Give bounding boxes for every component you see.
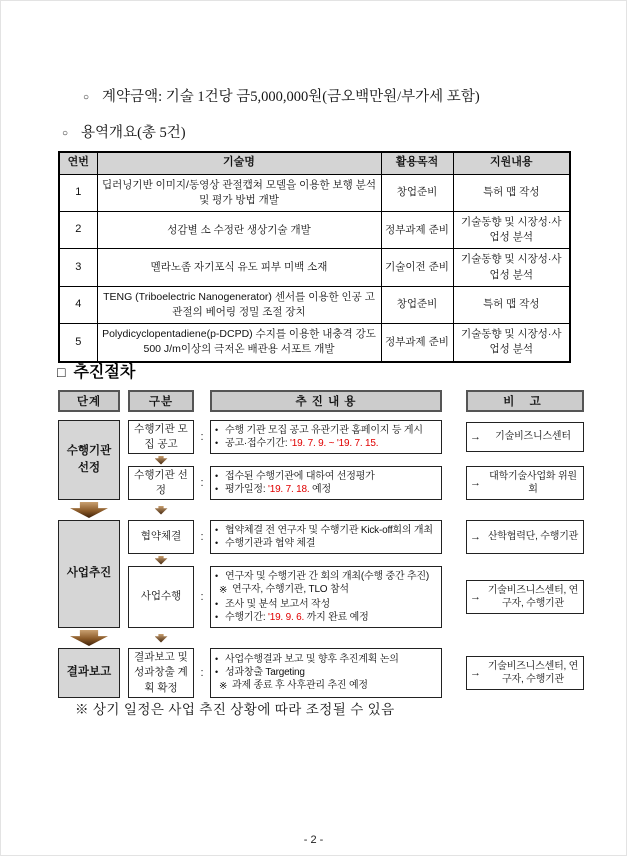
colon-separator: : bbox=[200, 477, 204, 489]
cell-purpose: 정부과제 준비 bbox=[381, 211, 453, 248]
flow-content-box: • 연구자 및 수행기관 간 회의 개최(수행 중간 추진) ※ 연구자, 수행기관, TLO 참석 • 조사 및 분석 보고서 작성 • 수행기간: '19. 9. 6. 까지 완료 예정 bbox=[210, 566, 442, 628]
small-down-arrow-icon bbox=[155, 456, 168, 465]
schedule-note: ※ 상기 일정은 사업 추진 상황에 따라 조정될 수 있음 bbox=[75, 702, 395, 717]
col-header-purpose: 활용목적 bbox=[381, 152, 453, 174]
service-overview-line bbox=[62, 121, 186, 142]
down-arrow-icon bbox=[70, 630, 108, 646]
col-header-tech: 기술명 bbox=[97, 152, 381, 174]
right-arrow-icon: → bbox=[470, 476, 481, 489]
flow-note-box: → 기술비즈니스센터, 연구자, 수행기관 bbox=[466, 656, 584, 690]
flow-category-box: 수행기관 선정 bbox=[128, 466, 194, 500]
flow-stage-report: 결과보고 bbox=[58, 648, 120, 698]
cell-purpose: 창업준비 bbox=[381, 286, 453, 323]
flow-header-note: 비 고 bbox=[466, 390, 584, 412]
cell-support: 기술동향 및 시장성·사업성 분석 bbox=[453, 324, 570, 362]
bullet-icon: • bbox=[215, 571, 218, 582]
flow-category-box: 사업수행 bbox=[128, 566, 194, 628]
table-row bbox=[59, 211, 570, 248]
flow-category-box: 결과보고 및 성과창출 계획 확정 bbox=[128, 648, 194, 698]
contract-amount-text: 계약금액: 기술 1건당 금5,000,000원(금오백만원/부가세 포함) bbox=[102, 89, 480, 105]
bullet-icon: • bbox=[215, 438, 218, 448]
circle-bullet-icon: ○ bbox=[83, 92, 90, 103]
bullet-icon: • bbox=[215, 598, 218, 609]
reference-mark-icon: ※ bbox=[219, 585, 228, 597]
flow-header-stage: 단계 bbox=[58, 390, 120, 412]
cell-support: 특허 맵 작성 bbox=[453, 286, 570, 323]
flow-header-category: 구분 bbox=[128, 390, 194, 412]
section-title bbox=[57, 359, 135, 382]
right-arrow-icon: → bbox=[470, 430, 481, 443]
right-arrow-icon: → bbox=[470, 590, 481, 603]
bullet-icon: • bbox=[215, 524, 218, 535]
table-row bbox=[59, 249, 570, 286]
table-row bbox=[59, 286, 570, 323]
colon-separator: : bbox=[200, 531, 204, 543]
cell-support: 기술동향 및 시장성·사업성 분석 bbox=[453, 249, 570, 286]
flow-note-box: → 산학협력단, 수행기관 bbox=[466, 520, 584, 554]
cell-no: 2 bbox=[59, 211, 97, 248]
small-down-arrow-icon bbox=[155, 556, 168, 565]
service-table bbox=[58, 151, 571, 363]
right-arrow-icon: → bbox=[470, 666, 481, 679]
flow-content-box: • 협약체결 전 연구자 및 수행기관 Kick-off회의 개최 • 수행기관과 협약 체결 bbox=[210, 520, 442, 554]
flow-stage-execution: 사업추진 bbox=[58, 520, 120, 628]
flow-content-box: • 사업수행결과 보고 및 향후 추진계획 논의 • 성과창출 Targeting ※ 과제 종료 후 사후관리 추진 예정 bbox=[210, 648, 442, 698]
flow-header-content: 추 진 내 용 bbox=[210, 390, 442, 412]
cell-no: 3 bbox=[59, 249, 97, 286]
flow-category-box: 협약체결 bbox=[128, 520, 194, 554]
small-down-arrow-icon bbox=[155, 506, 168, 515]
reference-mark-icon: ※ bbox=[219, 681, 228, 693]
square-bullet-icon: □ bbox=[57, 364, 66, 380]
bullet-icon: • bbox=[215, 538, 218, 548]
contract-amount-line bbox=[83, 85, 480, 106]
cell-support: 기술동향 및 시장성·사업성 분석 bbox=[453, 211, 570, 248]
table-row bbox=[59, 324, 570, 362]
colon-separator: : bbox=[200, 431, 204, 443]
cell-purpose: 정부과제 준비 bbox=[381, 324, 453, 362]
cell-no: 5 bbox=[59, 324, 97, 362]
col-header-no: 연번 bbox=[59, 152, 97, 174]
colon-separator: : bbox=[200, 667, 204, 679]
section-title-text: 추진절차 bbox=[73, 364, 136, 381]
flow-note-box: → 기술비즈니스센터 bbox=[466, 422, 584, 452]
cell-tech: 딥러닝기반 이미지/동영상 관절캡쳐 모델을 이용한 보행 분석 및 평가 방법 개발 bbox=[97, 174, 381, 211]
cell-tech: Polydicyclopentadiene(p-DCPD) 수지를 이용한 내충격 강도 500 J/m이상의 극저온 배관용 서포트 개발 bbox=[97, 324, 381, 362]
service-overview-text: 용역개요(총 5건) bbox=[81, 125, 186, 141]
bullet-icon: • bbox=[215, 666, 218, 677]
down-arrow-icon bbox=[70, 502, 108, 518]
flow-content-box: • 접수된 수행기관에 대하여 선정평가 • 평가일정: '19. 7. 18. 예정 bbox=[210, 466, 442, 500]
procedure-flowchart bbox=[58, 390, 584, 698]
cell-no: 1 bbox=[59, 174, 97, 211]
flow-note-box: → 대학기술사업화 위원회 bbox=[466, 466, 584, 500]
small-down-arrow-icon bbox=[155, 634, 168, 643]
page-number: - 2 - bbox=[303, 834, 324, 846]
cell-purpose: 기술이전 준비 bbox=[381, 249, 453, 286]
flow-category-box: 수행기관 모집 공고 bbox=[128, 420, 194, 454]
bullet-icon: • bbox=[215, 470, 218, 481]
cell-tech: TENG (Triboelectric Nanogenerator) 센서를 이용한 인공 고관절의 베어링 정밀 조절 장치 bbox=[97, 286, 381, 323]
circle-bullet-icon: ○ bbox=[62, 128, 69, 139]
right-arrow-icon: → bbox=[470, 530, 481, 543]
bullet-icon: • bbox=[215, 484, 218, 494]
cell-tech: 성감별 소 수정란 생상기술 개발 bbox=[97, 211, 381, 248]
colon-separator: : bbox=[200, 591, 204, 603]
col-header-support: 지원내용 bbox=[453, 152, 570, 174]
flow-note-box: → 기술비즈니스센터, 연구자, 수행기관 bbox=[466, 580, 584, 614]
table-row bbox=[59, 174, 570, 211]
flow-stage-selection: 수행기관 선정 bbox=[58, 420, 120, 500]
table-header-row bbox=[59, 152, 570, 174]
cell-support: 특허 맵 작성 bbox=[453, 174, 570, 211]
bullet-icon: • bbox=[215, 424, 218, 435]
cell-tech: 멜라노좀 자기포식 유도 피부 미백 소재 bbox=[97, 249, 381, 286]
bullet-icon: • bbox=[215, 611, 218, 622]
cell-no: 4 bbox=[59, 286, 97, 323]
bullet-icon: • bbox=[215, 653, 218, 664]
flow-content-box: • 수행 기관 모집 공고 유관기관 홈페이지 등 게시 • 공고·접수기간: '19. 7. 9. ~ '19. 7. 15. bbox=[210, 420, 442, 454]
cell-purpose: 창업준비 bbox=[381, 174, 453, 211]
